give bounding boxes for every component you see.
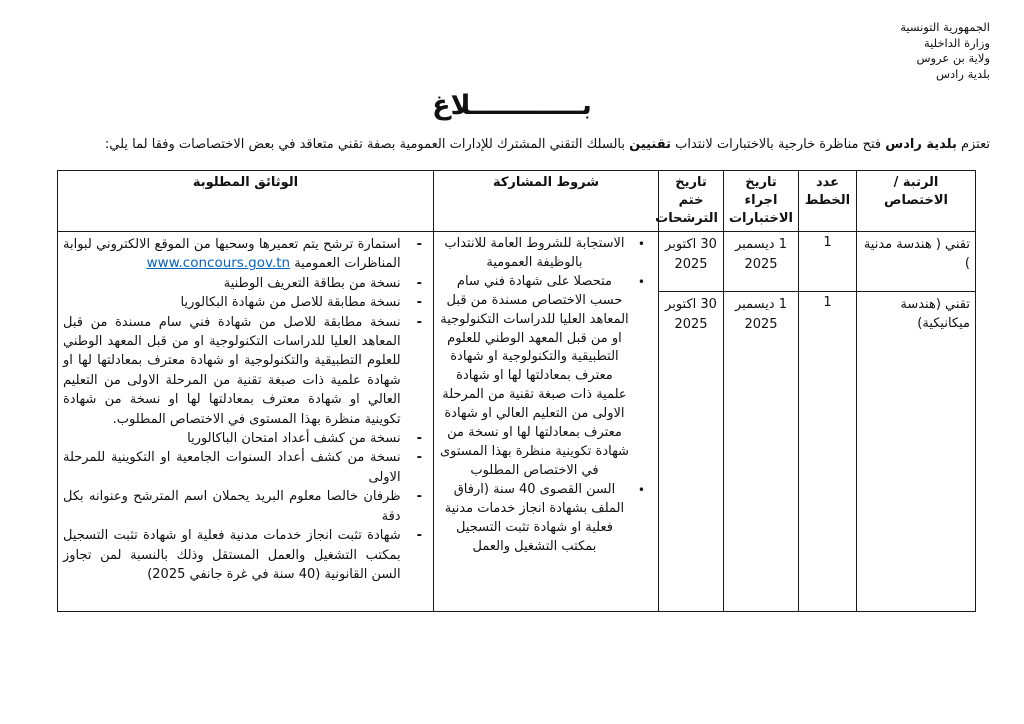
dash-marker: - [416, 314, 422, 330]
condition-item [439, 481, 653, 557]
document-text: نسخة من بطاقة التعريف الوطنية [223, 275, 401, 291]
document-item [63, 293, 428, 312]
dash-marker: - [416, 528, 422, 544]
condition-text: الاستجابة للشروط العامة للانتداب بالوظيفة العمومية [444, 236, 625, 270]
document-text: نسخة من كشف أعداد السنوات الجامعية او التكوينية للمرحلة الاولى [63, 450, 401, 485]
letterhead-municipality: بلدية رادس [936, 66, 990, 81]
application-form-text: استمارة ترشح يتم تعميرها وسحبها من الموقع الالكتروني لبوابة المناظرات العمومية [63, 237, 401, 272]
header-positions: عدد الخطط [799, 171, 857, 232]
document-item [63, 526, 428, 584]
document-item [63, 274, 428, 293]
intro-text-2: فتح مناظرة خارجية بالاختبارات لانتداب [670, 137, 886, 152]
letterhead-governorate: ولاية بن عروس [916, 51, 990, 65]
condition-item [439, 273, 653, 481]
intro-paragraph [34, 135, 990, 155]
documents-cell [58, 232, 434, 612]
deadline-date: 30 اكتوبر 2025 [659, 292, 724, 612]
rank-civil-engineering: تقني ( هندسة مدنية ) [857, 232, 976, 292]
header-rank: الرتبة / الاختصاص [857, 171, 976, 232]
document-item [63, 429, 428, 448]
letterhead [34, 0, 990, 82]
intro-text-1: تعتزم [956, 137, 990, 152]
concours-portal-link[interactable]: www.concours.gov.tn [146, 255, 291, 272]
bullet-marker: • [637, 237, 645, 251]
document-item [63, 487, 428, 526]
condition-item [439, 235, 653, 273]
header-documents: الوثائق المطلوبة [58, 171, 434, 232]
intro-bold-municipality: بلدية رادس [885, 137, 957, 152]
rank-mechanical-engineering: تقني (هندسة ميكانيكية) [857, 292, 976, 612]
document-text: نسخة مطابقة للاصل من شهادة البكالوريا [180, 295, 401, 311]
table-row [58, 232, 976, 292]
conditions-list [439, 235, 653, 556]
bullet-marker: • [637, 274, 645, 289]
dash-marker: - [416, 237, 422, 252]
exam-date: 1 ديسمبر 2025 [724, 232, 799, 292]
header-conditions: شروط المشاركة [434, 171, 659, 232]
dash-marker: - [416, 275, 422, 291]
documents-list [63, 235, 428, 584]
conditions-cell [434, 232, 659, 612]
dash-marker: - [416, 295, 422, 311]
dash-marker: - [416, 431, 422, 447]
letterhead-ministry: وزارة الداخلية [923, 35, 990, 50]
dash-marker: - [416, 450, 422, 466]
document-item [63, 235, 428, 274]
exam-date: 1 ديسمبر 2025 [724, 292, 799, 612]
document-text: ظرفان خالصا معلوم البريد يحملان اسم المترشح وعنوانه بكل دقة [63, 489, 401, 524]
intro-bold-technicians: تقنيين [629, 137, 671, 152]
document-text: نسخة من كشف أعداد امتحان الباكالوريا [187, 431, 401, 447]
header-deadline: تاريخ ختم الترشحات [659, 171, 724, 232]
deadline-date: 30 اكتوبر 2025 [659, 232, 724, 292]
condition-text: متحصلا على شهادة فني سام حسب الاختصاص مسندة من قبل المعاهد العليا للدراسات التكنولوجية او من قبل المعهد الوطني للعلوم التطبيقية والتكنولوجية او شهادة معترف بمعادلتها لها او شهادة علمية ذات صبغة تقنية من المرحلة الاولى من التعليم العالي او شهادة معترف بمعادلتها لها او نسخة من شهادة تكوينية منظرة بهذا المستوى في الاختصاص المطلوب [439, 273, 629, 478]
intro-text-3: بالسلك التقني المشترك للإدارات العمومية بصفة تقني متعاقد في بعض الاختصاصات وفقا لما يلي: [104, 137, 630, 152]
document-text: شهادة تثبت انجاز خدمات مدنية فعلية او شهادة تثبت التسجيل بمكتب التشغيل والعمل المستقل وذلك بالنسبة لمن تجاوز السن القانونية (40 سنة في غرة جانفي 2025) [63, 528, 401, 582]
table-header-row [58, 171, 976, 232]
header-exam-date: تاريخ اجراء الاختبارات [724, 171, 799, 232]
positions-count: 1 [799, 292, 857, 612]
letterhead-republic: الجمهورية التونسية [900, 20, 990, 34]
condition-text: السن القصوى 40 سنة (ارفاق الملف بشهادة انجاز خدمات مدنية فعلية او شهادة تثبت التسجيل بمكتب التشغيل والعمل [444, 481, 625, 554]
bullet-marker: • [637, 482, 645, 497]
document-text [63, 235, 401, 274]
positions-count: 1 [799, 232, 857, 292]
document-item [63, 313, 428, 429]
document-item [63, 448, 428, 487]
page-title: بــــــــــــلاغ [432, 90, 592, 121]
recruitment-table [57, 170, 976, 612]
dash-marker: - [416, 489, 422, 505]
document-text: نسخة مطابقة للاصل من شهادة فني سام مسندة من قبل المعاهد العليا للدراسات التكنولوجية او من قبل المعهد الوطني للعلوم التطبيقية والتكنولوجية او شهادة معترف بمعادلتها لها او شهادة علمية ذات صبغة تقنية من المرحلة الاولى من التعليم العالي او شهادة معترف بمعادلتها لها او نسخة من شهادة تكوينية منظرة بهذا المستوى في الاختصاص المطلوب. [63, 314, 401, 427]
